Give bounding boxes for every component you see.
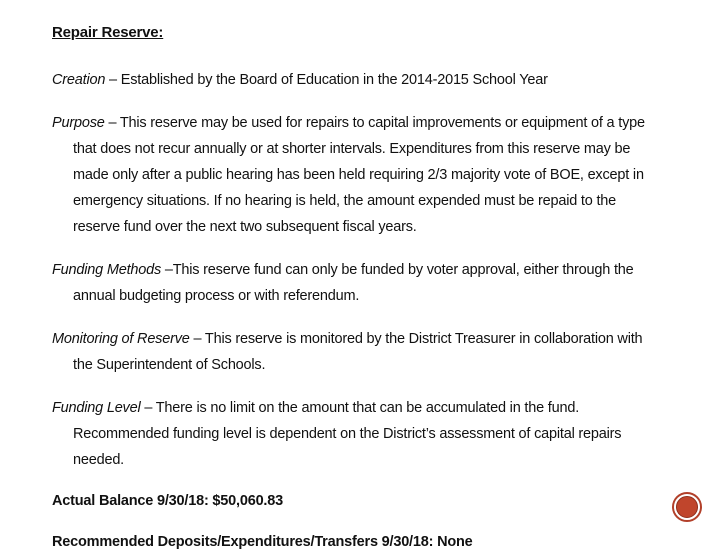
section-separator: – [161, 262, 173, 278]
section-text: There is no limit on the amount that can be accumulated in the fund. Recommended funding level is dependent on the District’s assessment of capital repairs needed. [73, 400, 622, 468]
section-label: Monitoring of Reserve [52, 331, 190, 347]
section-monitoring [52, 326, 652, 378]
section-text: This reserve is monitored by the District Treasurer in collaboration with the Superintendent of Schools. [73, 331, 643, 373]
section-text: This reserve fund can only be funded by voter approval, either through the annual budgeting process or with referendum. [73, 262, 634, 304]
section-funding-level [52, 395, 652, 473]
section-label: Creation [52, 72, 106, 88]
actual-balance: Actual Balance 9/30/18: $50,060.83 [52, 493, 283, 509]
document-heading: Repair Reserve: [52, 24, 164, 41]
section-separator: – [189, 331, 205, 347]
section-creation [52, 67, 652, 93]
slide-marker-icon [672, 492, 702, 522]
section-separator: – [105, 72, 121, 88]
document-body [52, 24, 652, 553]
section-separator: – [140, 400, 156, 416]
section-purpose [52, 110, 652, 240]
recommended-deposits: Recommended Deposits/Expenditures/Transfers 9/30/18: None [52, 534, 473, 550]
section-text: Established by the Board of Education in the 2014-2015 School Year [120, 72, 548, 88]
slide-marker-dot [676, 496, 698, 518]
section-label: Purpose [52, 115, 105, 131]
section-separator: – [104, 115, 120, 131]
section-text: This reserve may be used for repairs to capital improvements or equipment of a type that does not recur annually or at shorter intervals. Expenditures from this reserve may be made only after a public hearing has been held requiring 2/3 majority vote of BOE, except in emergency situations. If no hearing is held, the amount expended must be repaid to the reserve fund over the next two subsequent fiscal years. [73, 115, 645, 235]
section-funding-methods [52, 257, 652, 309]
section-label: Funding Level [52, 400, 141, 416]
section-label: Funding Methods [52, 262, 162, 278]
